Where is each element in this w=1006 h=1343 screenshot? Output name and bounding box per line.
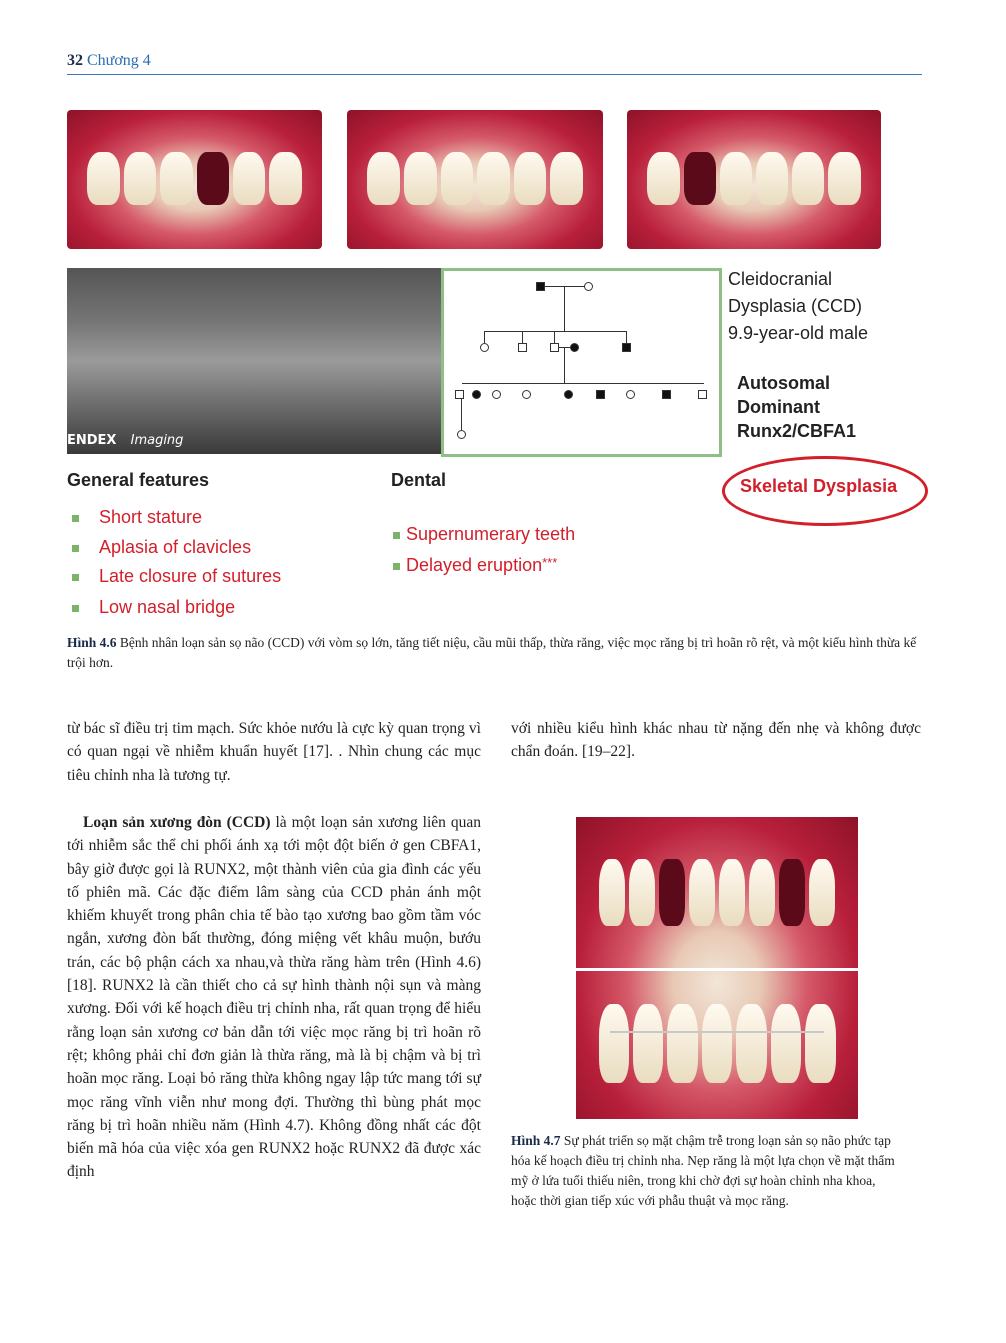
inheritance-info bbox=[737, 371, 856, 443]
bullet-icon bbox=[393, 532, 400, 539]
inheritance-line-3: Runx2/CBFA1 bbox=[737, 421, 857, 441]
caption-label: Hình 4.6 bbox=[67, 635, 117, 650]
intraoral-photo-1 bbox=[67, 110, 322, 249]
body-paragraph-right: với nhiều kiểu hình khác nhau từ nặng đến nhẹ và không được chẩn đoán. [19–22]. bbox=[511, 720, 921, 761]
caption-label: Hình 4.7 bbox=[511, 1133, 561, 1148]
general-item: Aplasia of clavicles bbox=[72, 537, 251, 558]
bullet-icon bbox=[72, 605, 79, 612]
dental-heading: Dental bbox=[391, 470, 447, 490]
diagnosis-line-2: Dysplasia (CCD) bbox=[728, 296, 863, 316]
caption-text: Sự phát triển sọ mặt chậm trễ trong loạn sản sọ não phức tạp hóa kế hoạch điều trị chỉnh nha. Nẹp răng là một lựa chọn về mặt thẩm mỹ ở lứa tuổi thiếu niên, trong khi chờ đợi sự hoàn chỉnh nha khoa, hoặc thời gian tiếp xúc với phẫu thuật và mọc răng. bbox=[511, 1133, 895, 1208]
pedigree-chart bbox=[441, 268, 722, 457]
body-paragraph-1: từ bác sĩ điều trị tim mạch. Sức khỏe nướu là cực kỳ quan trọng vì có quan ngại về nhiễm khuẩn huyết [17]. . Nhìn chung các mục tiêu chỉnh nha là tương tự. bbox=[67, 720, 481, 784]
general-item: Low nasal bridge bbox=[72, 597, 235, 618]
general-item: Late closure of sutures bbox=[72, 566, 281, 587]
dental-item: Supernumerary teeth bbox=[393, 524, 575, 545]
intraoral-photo-3 bbox=[627, 110, 881, 249]
inheritance-line-2: Dominant bbox=[737, 397, 820, 417]
general-item: Short stature bbox=[72, 507, 202, 528]
figure-4-7-photo bbox=[576, 817, 858, 1119]
dental-item: Delayed eruption*** bbox=[393, 555, 557, 576]
bullet-icon bbox=[72, 515, 79, 522]
body-paragraph-2 bbox=[67, 811, 481, 1184]
figure-4-6-caption bbox=[67, 633, 922, 673]
asterisks: *** bbox=[542, 555, 558, 570]
figure-4-7-caption bbox=[511, 1131, 896, 1211]
bullet-icon bbox=[72, 545, 79, 552]
chapter-label: Chương 4 bbox=[87, 52, 151, 69]
xray-label: Imaging bbox=[130, 433, 184, 448]
running-header bbox=[67, 52, 151, 70]
caption-text: Bệnh nhân loạn sản sọ não (CCD) với vòm sọ lớn, tăng tiết niệu, cầu mũi thấp, thừa răng, việc mọc răng bị trì hoãn rõ rệt, và một kiểu hình thừa kế trội hơn. bbox=[67, 635, 917, 670]
inheritance-line-1: Autosomal bbox=[737, 373, 831, 393]
page-number: 32 bbox=[67, 52, 83, 69]
general-features-heading: General features bbox=[67, 470, 210, 490]
diagnosis-line-1: Cleidocranial bbox=[728, 269, 833, 289]
skeletal-dysplasia-label: Skeletal Dysplasia bbox=[740, 476, 898, 496]
header-rule bbox=[67, 74, 922, 75]
diagnosis-line-3: 9.9-year-old male bbox=[728, 323, 869, 343]
bullet-icon bbox=[72, 574, 79, 581]
intraoral-photo-2 bbox=[347, 110, 603, 249]
diagnosis-title bbox=[728, 266, 868, 347]
body-paragraph-2-text: là một loạn sản xương liên quan tới nhiễm sắc thể chi phối ánh xạ tới một đột biến ở gen CBFA1, bây giờ được gọi là RUNX2, một thành viên của gia đình các yếu tố phiên mã. Các đặc điểm lâm sàng của CCD phản ánh một khiếm khuyết trong phân chia tế bào tạo xương bao gồm tầm vóc ngắn, xương đòn bất thường, đóng miệng vết khâu muộn, bướu trán, các bộ phận cách xa nhau,và thừa răng hàm trên (Hình 4.6) [18]. RUNX2 là cần thiết cho cả sự hình thành nội sụn và màng xương. Đối với kế hoạch điều trị chỉnh nha, rất quan trọng để hiểu rằng loạn sản xương cơ bản dẫn tới việc mọc răng bị trì hoãn rõ rệt; không phải chỉ đơn giản là thừa răng, mà là bị chậm và bị trì hoãn mọc răng. Loại bỏ răng thừa không ngay lập tức mang tới sự mọc răng vĩnh viễn như mong đợi. Thường thì bùng phát mọc răng bị trì hoãn nhiều năm (Hình 4.7). Không đồng nhất các đột biến mã hóa của việc xóa gen RUNX2 hoặc RUNX2 đã được xác định bbox=[67, 814, 481, 1181]
bullet-icon bbox=[393, 563, 400, 570]
ccd-term: Loạn sản xương đòn (CCD) bbox=[83, 814, 271, 831]
panoramic-xray bbox=[67, 268, 441, 454]
xray-brand: ENDEX bbox=[67, 433, 117, 448]
